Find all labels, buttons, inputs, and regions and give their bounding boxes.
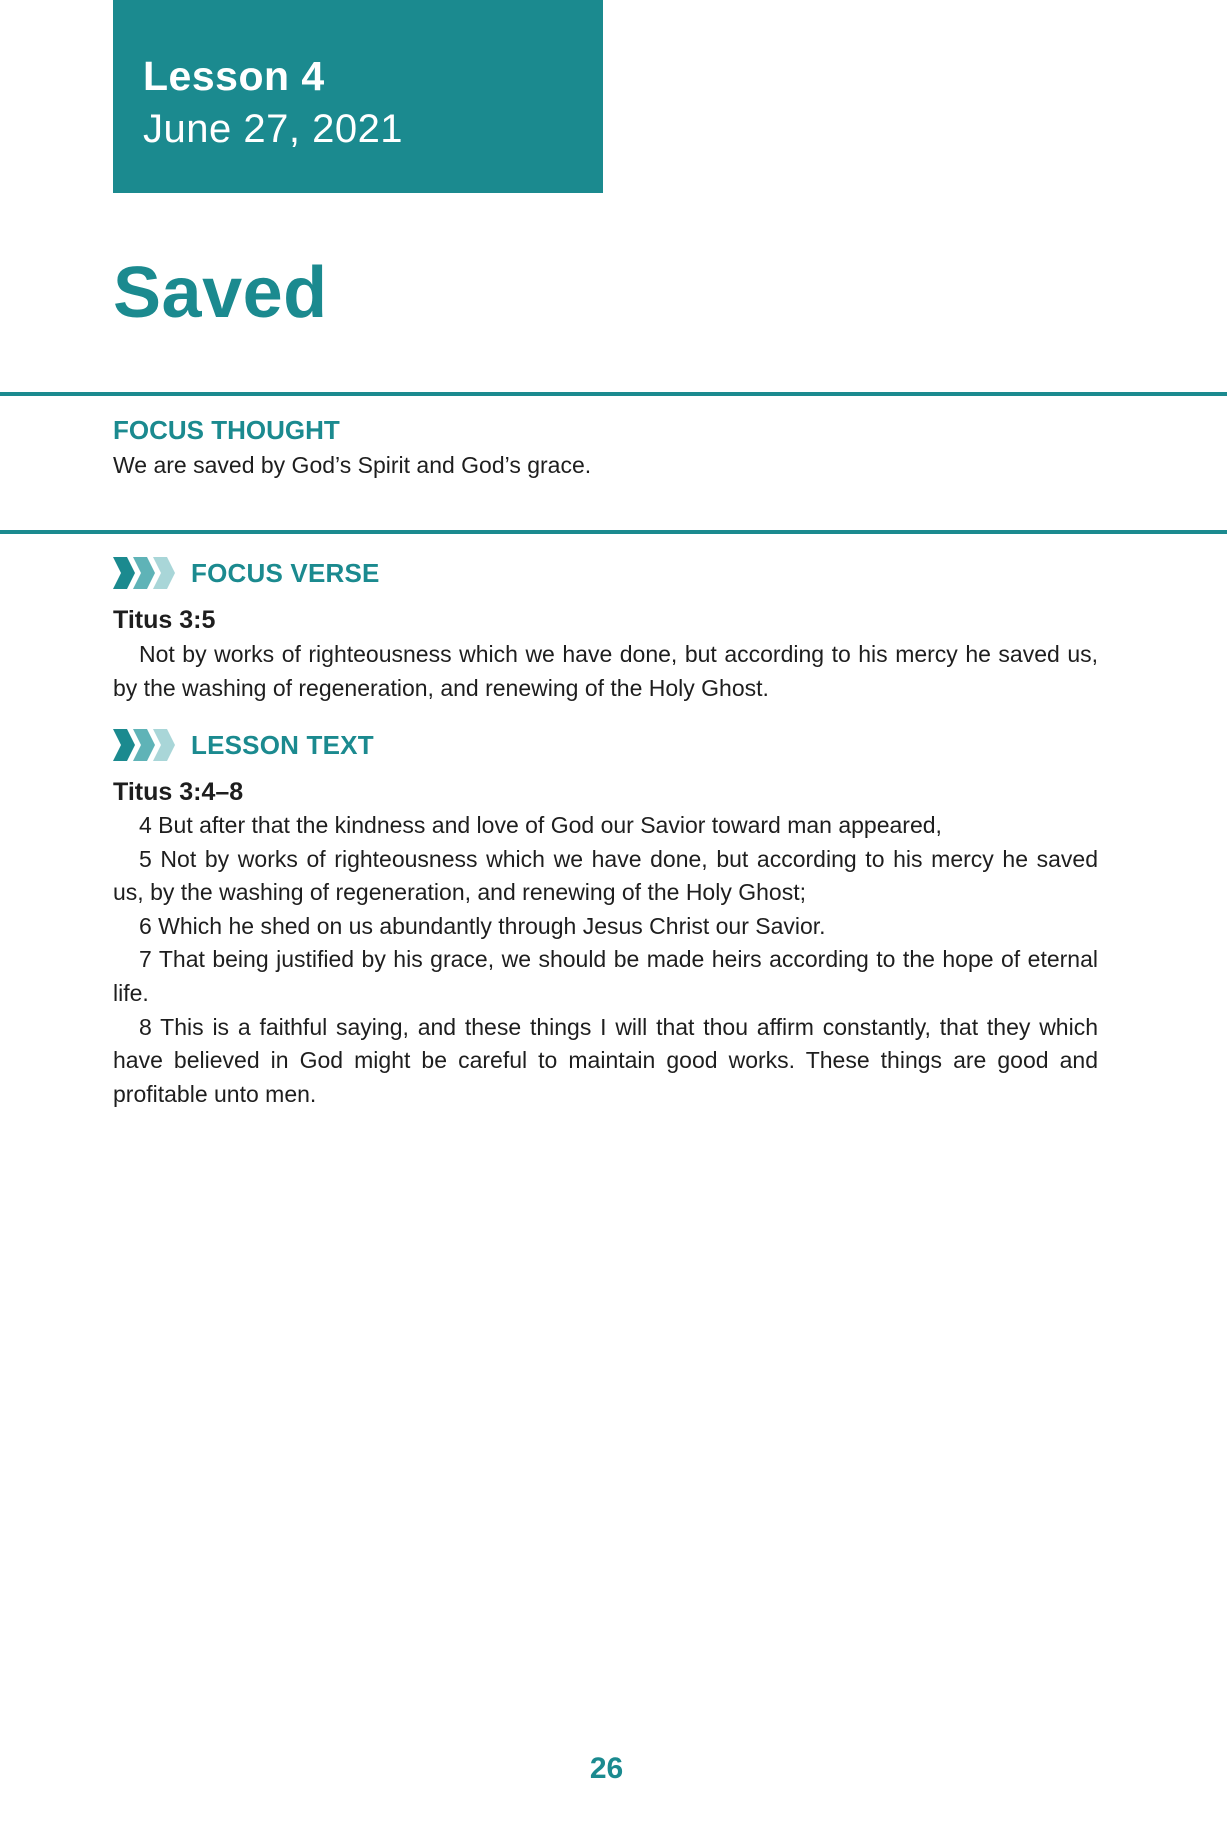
verse-paragraph: 5 Not by works of righteousness which we have done, but according to his mercy he saved us, by the washing of regeneration, and renewing of the Holy Ghost;: [113, 845, 1098, 906]
triple-chevron-icon: [113, 557, 177, 589]
lesson-text-heading: [113, 727, 374, 763]
lesson-date: June 27, 2021: [143, 107, 404, 151]
divider-bottom: [0, 530, 1227, 534]
focus-verse-passage: [113, 638, 1098, 705]
focus-verse-reference: Titus 3:5: [113, 606, 216, 634]
verse-paragraph: 4 But after that the kindness and love of God our Savior toward man appeared,: [139, 812, 942, 838]
lesson-header-box: [113, 0, 603, 193]
verse-paragraph: 8 This is a faithful saying, and these things I will that thou affirm constantly, that they which have believed in God might be careful to maintain good works. These things are good and profitable unto men.: [113, 1013, 1098, 1107]
focus-verse-paragraph: Not by works of righteousness which we have done, but according to his mercy he saved us, by the washing of regeneration, and renewing of the Holy Ghost.: [113, 641, 1098, 701]
lesson-title: Saved: [113, 253, 328, 333]
lesson-text-label: LESSON TEXT: [191, 729, 374, 760]
lesson-number: Lesson 4: [143, 53, 325, 99]
focus-thought-text: We are saved by God’s Spirit and God’s grace.: [113, 452, 592, 478]
lesson-text-reference: Titus 3:4–8: [113, 778, 244, 806]
verse-paragraph: 6 Which he shed on us abundantly through Jesus Christ our Savior.: [139, 912, 826, 939]
divider-top: [0, 392, 1227, 396]
page-number: 26: [589, 1752, 624, 1785]
focus-verse-label: FOCUS VERSE: [191, 557, 380, 588]
verse-paragraph: 7 That being justified by his grace, we should be made heirs according to the hope of eternal life.: [113, 946, 1098, 1006]
triple-chevron-icon: [113, 729, 177, 761]
focus-thought-heading: FOCUS THOUGHT: [113, 415, 340, 445]
focus-verse-heading: [113, 555, 380, 591]
lesson-text-passage: [113, 809, 1098, 1111]
